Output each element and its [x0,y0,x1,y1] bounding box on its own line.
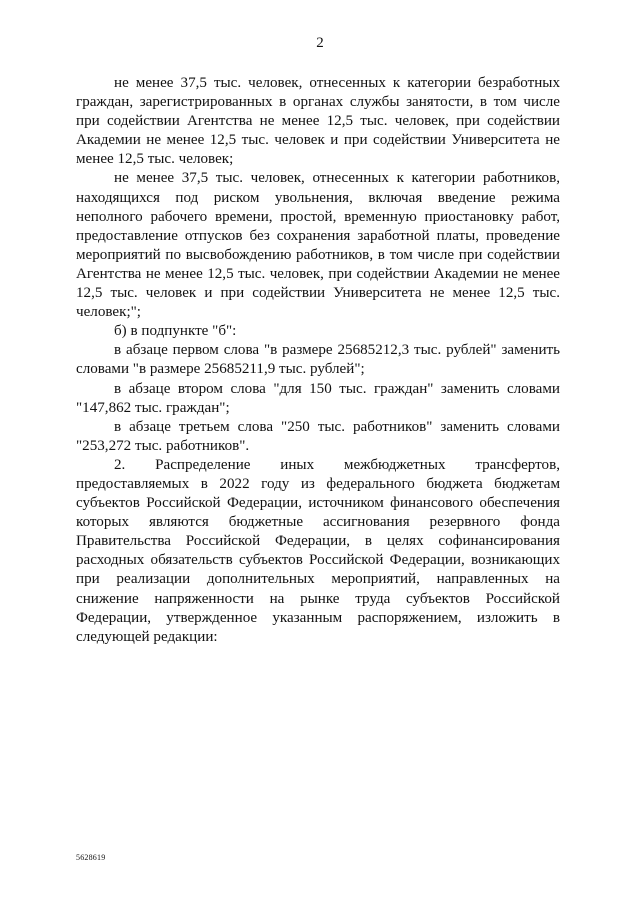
paragraph-workers-at-risk: не менее 37,5 тыс. человек, отнесенных к категории работников, находящихся под риском увольнения, включая введение режима неполного рабочего времени, простой, временную приостановку работ, предоставление отпусков без сохранения заработной платы, проведение мероприятий по высвобождению работников, в том числе при содействии Агентства не менее 12,5 тыс. человек, при содействии Академии не менее 12,5 тыс. человек и при содействии Университета не менее 12,5 тыс. человек;"; [76,170,560,321]
paragraph-amendment-second: в абзаце втором слова "для 150 тыс. граждан" заменить словами "147,862 тыс. граждан"; [76,380,560,416]
paragraph-amendment-third: в абзаце третьем слова "250 тыс. работников" заменить словами "253,272 тыс. работников". [76,418,560,454]
document-code: 5628619 [76,853,106,862]
document-body [76,74,560,647]
paragraph-distribution: 2. Распределение иных межбюджетных трансфертов, предоставляемых в 2022 году из федерального бюджета бюджетам субъектов Российской Федерации, источником финансового обеспечения которых являются бюджетные ассигнования резервного фонда Правительства Российской Федерации, в целях софинансирования расходных обязательств субъектов Российской Федерации, возникающих при реализации дополнительных мероприятий, направленных на снижение напряженности на рынке труда субъектов Российской Федерации, утвержденное указанным распоряжением, изложить в следующей редакции: [76,456,560,645]
page-number: 2 [316,35,324,51]
paragraph-subpoint-b: б) в подпункте "б": [114,323,237,340]
paragraph-unemployed-citizens: не менее 37,5 тыс. человек, отнесенных к категории безработных граждан, зарегистрированных в органах службы занятости, в том числе при содействии Агентства не менее 12,5 тыс. человек, при содействии Академии не менее 12,5 тыс. человек и при содействии Университета не менее 12,5 тыс. человек; [76,75,560,168]
paragraph-amendment-first: в абзаце первом слова "в размере 25685212,3 тыс. рублей" заменить словами "в размере 25685211,9 тыс. рублей"; [76,342,560,378]
